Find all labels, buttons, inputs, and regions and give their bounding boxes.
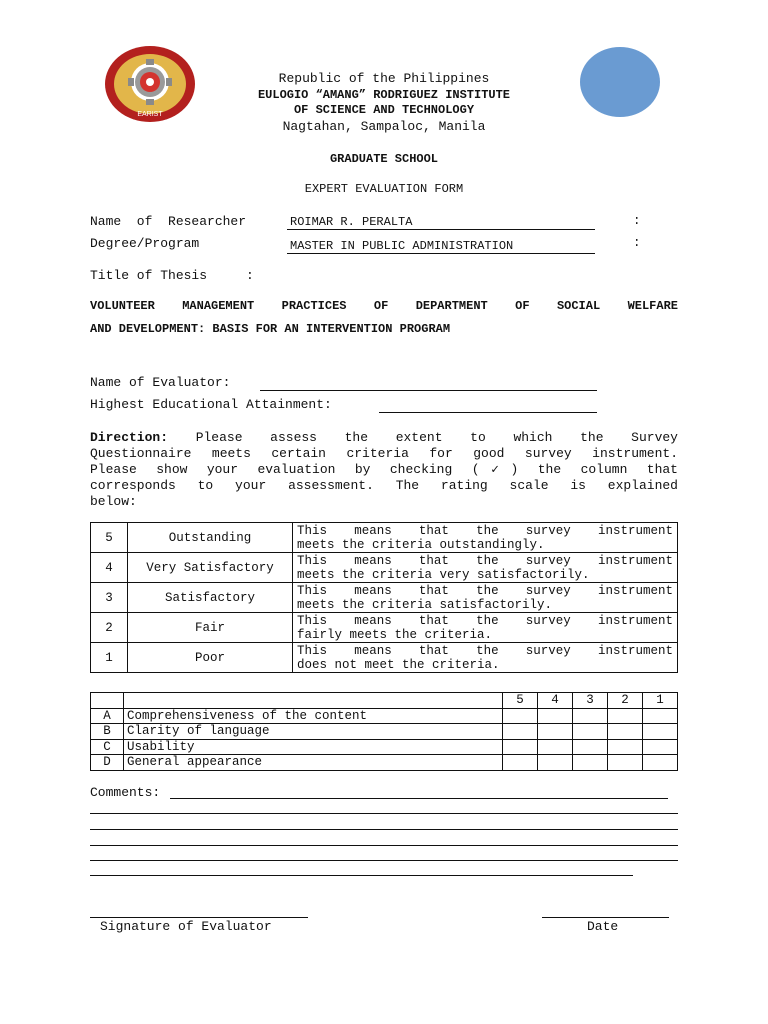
direction-line5: below: [90,494,137,509]
check-cell[interactable] [538,724,573,740]
scale-description: This means that the survey instrument fairly meets the criteria. [293,613,678,643]
program-field[interactable] [287,238,595,254]
scale-rating: Outstanding [128,523,293,553]
check-cell[interactable] [643,739,678,755]
table-row [91,755,678,771]
check-cell[interactable] [503,755,538,771]
scale-rating: Fair [128,613,293,643]
table-row [91,724,678,740]
comment-line[interactable] [90,829,678,830]
score-header: 1 [643,693,678,709]
researcher-value: ROIMAR R. PERALTA [290,215,413,229]
comment-line[interactable] [90,875,633,876]
check-cell[interactable] [503,739,538,755]
thesis-title-line1: VOLUNTEER MANAGEMENT PRACTICES OF DEPARTMENT OF SOCIAL WELFARE [90,299,678,313]
check-cell[interactable] [573,739,608,755]
rating-scale-table [90,522,678,673]
direction-line1: Direction: Please assess the extent to which the Survey [90,430,678,445]
scale-rating: Very Satisfactory [128,553,293,583]
check-cell[interactable] [538,708,573,724]
table-row [91,613,678,643]
date-line[interactable] [542,917,669,918]
scale-number: 4 [91,553,128,583]
program-colon: : [633,236,641,250]
thesis-title-line2: AND DEVELOPMENT: BASIS FOR AN INTERVENTION PROGRAM [90,322,451,336]
evaluator-input[interactable] [260,375,597,391]
institute-name-line1: EULOGIO “AMANG” RODRIGUEZ INSTITUTE [257,88,511,102]
criteria-label: Clarity of language [124,724,503,740]
svg-text:EARIST: EARIST [137,111,163,118]
check-cell[interactable] [573,724,608,740]
criteria-table [90,692,678,771]
table-row [91,583,678,613]
attainment-label: Highest Educational Attainment: [90,397,332,412]
scale-description: This means that the survey instrument meets the criteria outstandingly. [293,523,678,553]
header-empty-cell [91,693,124,709]
criteria-letter: B [91,724,124,740]
check-cell[interactable] [573,755,608,771]
scale-description: This means that the survey instrument does not meet the criteria. [293,643,678,673]
check-cell[interactable] [573,708,608,724]
program-value: MASTER IN PUBLIC ADMINISTRATION [290,239,514,253]
check-cell[interactable] [503,724,538,740]
scale-number: 2 [91,613,128,643]
program-label: Degree/Program [90,236,200,251]
scale-description: This means that the survey instrument meets the criteria very satisfactorily. [293,553,678,583]
criteria-letter: C [91,739,124,755]
signature-label: Signature of Evaluator [100,919,272,934]
scale-rating: Poor [128,643,293,673]
check-cell[interactable] [643,755,678,771]
check-cell[interactable] [538,755,573,771]
check-cell[interactable] [643,708,678,724]
check-cell[interactable] [538,739,573,755]
form-title: EXPERT EVALUATION FORM [304,182,464,196]
scale-number: 3 [91,583,128,613]
comment-line[interactable] [90,813,678,814]
comments-label: Comments: [90,785,161,800]
table-row [91,708,678,724]
direction-label: Direction: [90,430,169,445]
criteria-label: Usability [124,739,503,755]
direction-line2: Questionnaire meets certain criteria for good survey instrument. [90,446,678,461]
score-header: 5 [503,693,538,709]
date-label: Date [587,919,619,934]
researcher-field[interactable] [287,214,595,230]
check-cell[interactable] [608,755,643,771]
criteria-letter: D [91,755,124,771]
scale-number: 1 [91,643,128,673]
thesis-label: Title of Thesis : [90,268,254,283]
comment-line[interactable] [90,860,678,861]
score-header: 4 [538,693,573,709]
direction-line4: corresponds to your assessment. The rating scale is explained [90,478,678,493]
header-criteria-cell [124,693,503,709]
check-cell[interactable] [608,724,643,740]
table-header-row [91,693,678,709]
scale-number: 5 [91,523,128,553]
criteria-letter: A [91,708,124,724]
institute-name-line2: OF SCIENCE AND TECHNOLOGY [293,103,475,117]
criteria-label: General appearance [124,755,503,771]
table-row [91,739,678,755]
republic-line: Republic of the Philippines [278,71,490,86]
signature-line[interactable] [90,917,308,918]
check-cell[interactable] [608,739,643,755]
score-header: 3 [573,693,608,709]
school-title: GRADUATE SCHOOL [329,152,439,166]
table-row [91,643,678,673]
check-cell[interactable] [608,708,643,724]
criteria-label: Comprehensiveness of the content [124,708,503,724]
scale-rating: Satisfactory [128,583,293,613]
score-header: 2 [608,693,643,709]
check-cell[interactable] [503,708,538,724]
researcher-label: Name of Researcher [90,214,247,229]
direction-line3: Please show your evaluation by checking (✓) the column that [90,462,678,477]
direction-paragraph [90,430,678,510]
evaluator-label: Name of Evaluator: [90,375,231,390]
address-line: Nagtahan, Sampaloc, Manila [282,119,486,134]
comment-line[interactable] [170,798,668,799]
attainment-input[interactable] [379,397,597,413]
researcher-colon: : [633,214,641,228]
scale-description: This means that the survey instrument meets the criteria satisfactorily. [293,583,678,613]
check-cell[interactable] [643,724,678,740]
table-row [91,523,678,553]
table-row [91,553,678,583]
comment-line[interactable] [90,845,678,846]
